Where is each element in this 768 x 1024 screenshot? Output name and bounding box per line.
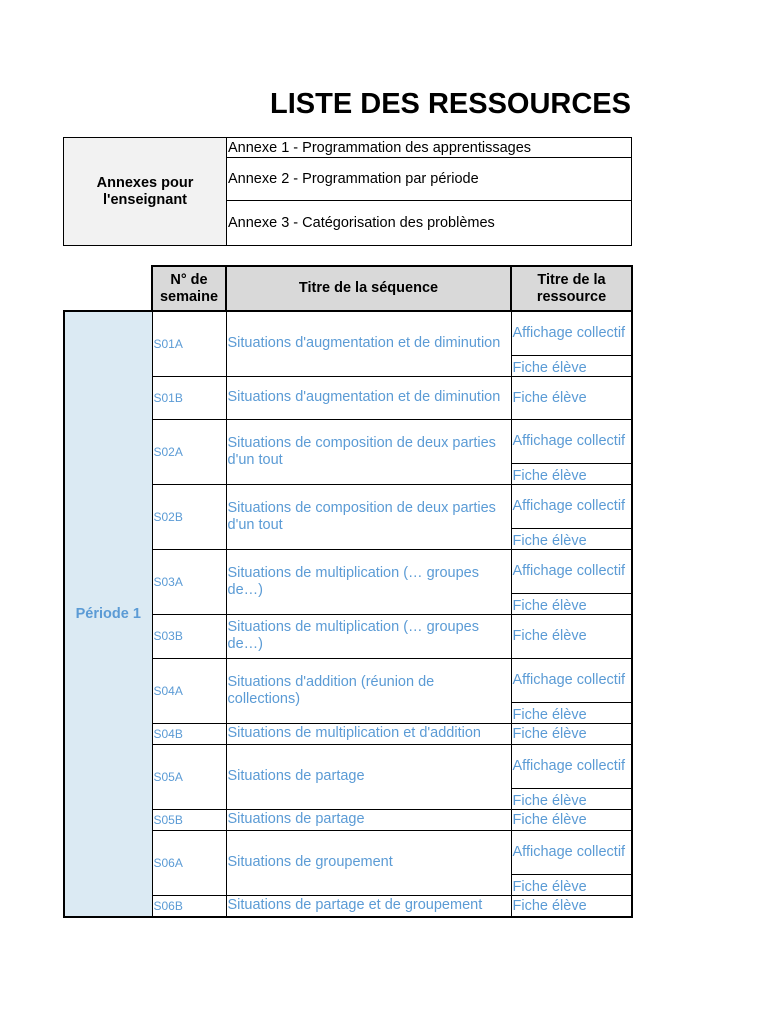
sequence-title-link[interactable]: Situations de multiplication et d'addition xyxy=(226,723,511,744)
resources-table xyxy=(63,265,633,918)
sequence-title-link[interactable]: Situations de multiplication (… groupes de…) xyxy=(226,614,511,658)
week-code[interactable]: S03A xyxy=(152,549,226,614)
resource-link[interactable]: Affichage collectif xyxy=(511,658,632,702)
page-title: LISTE DES RESSOURCES xyxy=(270,88,631,120)
resource-link[interactable]: Fiche élève xyxy=(511,614,632,658)
sequence-title-link[interactable]: Situations d'addition (réunion de collections) xyxy=(226,658,511,723)
week-code[interactable]: S04A xyxy=(152,658,226,723)
resource-link[interactable]: Fiche élève xyxy=(511,809,632,830)
resource-link[interactable]: Affichage collectif xyxy=(511,549,632,593)
resource-link[interactable]: Fiche élève xyxy=(511,355,632,376)
period-label: Période 1 xyxy=(64,311,152,917)
week-code[interactable]: S05B xyxy=(152,809,226,830)
sequence-title-link[interactable]: Situations d'augmentation et de diminution xyxy=(226,311,511,376)
resource-link[interactable]: Affichage collectif xyxy=(511,830,632,874)
week-code[interactable]: S01A xyxy=(152,311,226,376)
sequence-title-link[interactable]: Situations de composition de deux parties d'un tout xyxy=(226,419,511,484)
annex-link-3[interactable]: Annexe 3 - Catégorisation des problèmes xyxy=(227,201,632,246)
week-code[interactable]: S06B xyxy=(152,895,226,917)
header-week: N° de semaine xyxy=(152,266,226,311)
resource-link[interactable]: Fiche élève xyxy=(511,463,632,484)
sequence-title-link[interactable]: Situations de partage et de groupement xyxy=(226,895,511,917)
header-resource: Titre de la ressource xyxy=(511,266,632,311)
sequence-title-link[interactable]: Situations de partage xyxy=(226,744,511,809)
resource-link[interactable]: Fiche élève xyxy=(511,593,632,614)
week-code[interactable]: S04B xyxy=(152,723,226,744)
annexes-label: Annexes pour l'enseignant xyxy=(64,138,227,246)
week-code[interactable]: S02B xyxy=(152,484,226,549)
resource-link[interactable]: Fiche élève xyxy=(511,788,632,809)
blank-header-cell xyxy=(64,266,152,311)
sequence-title-link[interactable]: Situations d'augmentation et de diminution xyxy=(226,376,511,419)
week-code[interactable]: S05A xyxy=(152,744,226,809)
resource-link[interactable]: Affichage collectif xyxy=(511,484,632,528)
resource-link[interactable]: Fiche élève xyxy=(511,528,632,549)
resource-link[interactable]: Affichage collectif xyxy=(511,744,632,788)
sequence-title-link[interactable]: Situations de multiplication (… groupes de…) xyxy=(226,549,511,614)
annexes-table xyxy=(63,137,632,246)
resource-link[interactable]: Fiche élève xyxy=(511,895,632,917)
resource-link[interactable]: Fiche élève xyxy=(511,874,632,895)
resource-link[interactable]: Fiche élève xyxy=(511,723,632,744)
header-sequence: Titre de la séquence xyxy=(226,266,511,311)
sequence-title-link[interactable]: Situations de composition de deux parties d'un tout xyxy=(226,484,511,549)
sequence-title-link[interactable]: Situations de partage xyxy=(226,809,511,830)
resource-link[interactable]: Fiche élève xyxy=(511,702,632,723)
week-code[interactable]: S02A xyxy=(152,419,226,484)
week-code[interactable]: S06A xyxy=(152,830,226,895)
annex-link-1[interactable]: Annexe 1 - Programmation des apprentissages xyxy=(227,138,632,158)
resource-link[interactable]: Affichage collectif xyxy=(511,311,632,355)
week-code[interactable]: S01B xyxy=(152,376,226,419)
sequence-title-link[interactable]: Situations de groupement xyxy=(226,830,511,895)
resource-link[interactable]: Affichage collectif xyxy=(511,419,632,463)
annex-link-2[interactable]: Annexe 2 - Programmation par période xyxy=(227,158,632,201)
week-code[interactable]: S03B xyxy=(152,614,226,658)
resource-link[interactable]: Fiche élève xyxy=(511,376,632,419)
